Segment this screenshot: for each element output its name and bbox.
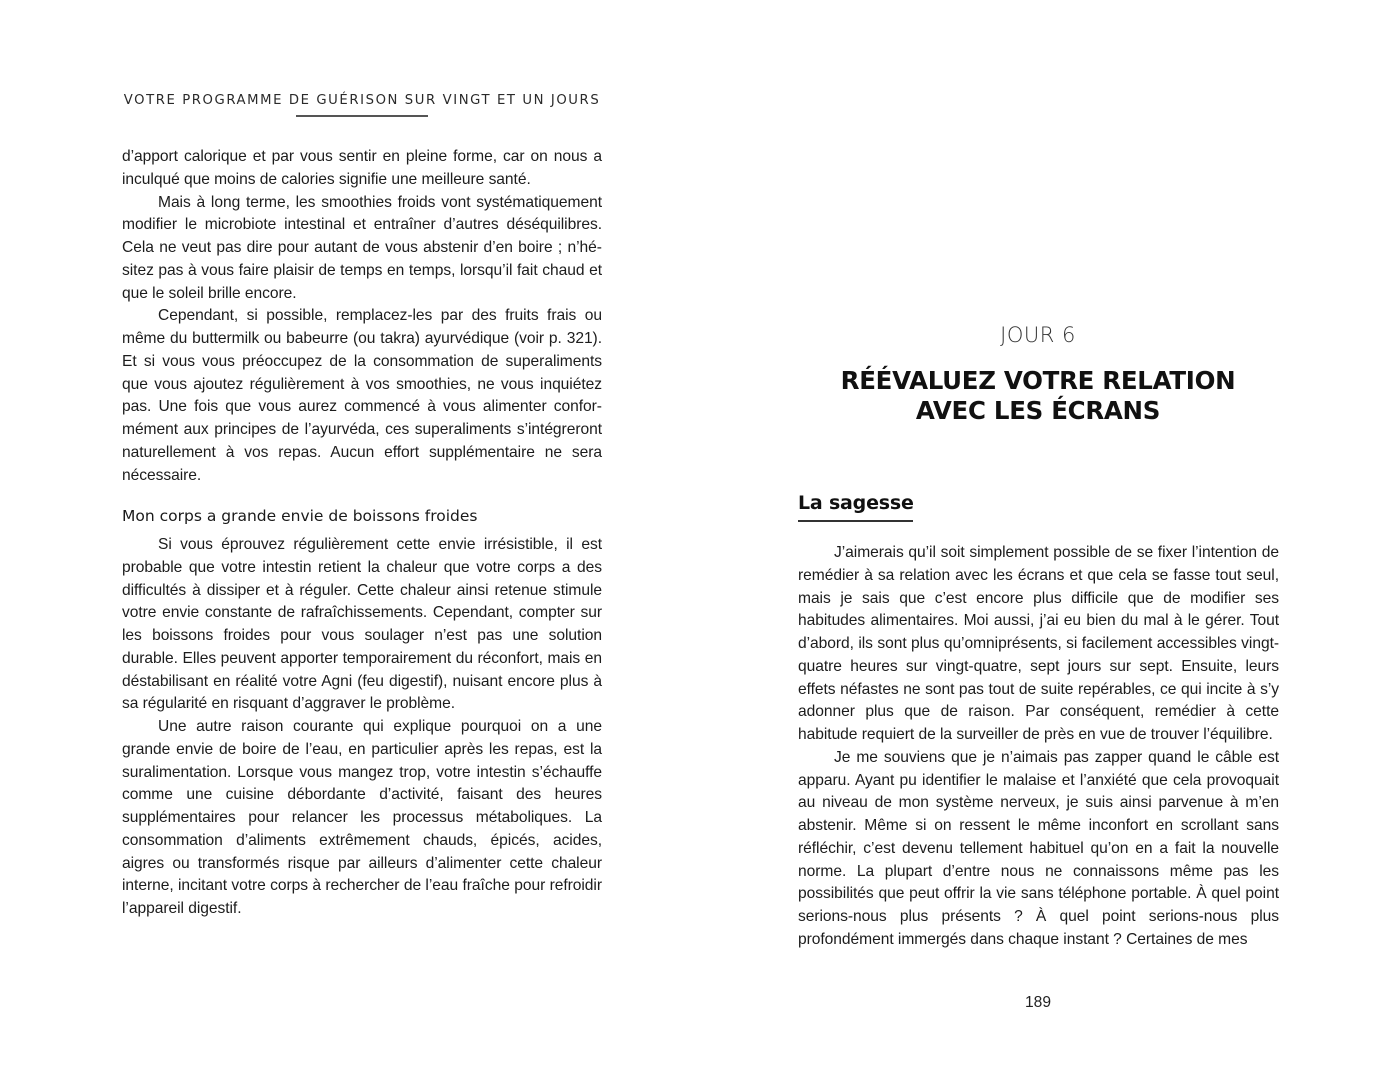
header-rule [296,115,428,117]
section-heading: La sagesse [798,492,914,514]
left-body-text-2 [122,534,602,921]
running-header: VOTRE PROGRAMME DE GUÉRISON SUR VINGT ET UN JOURS [123,93,601,108]
paragraph: Une autre raison courante qui explique pourquoi on a une grande envie de boire de l’eau, en particulier après les repas, est la suralimentation. Lorsque vous mangez trop, votre intestin s’échauffe comme une cuisine débordante d’activité, faisant des heures supplémentaires pour relancer les processus métaboliques. La consommation d’aliments extrêmement chauds, épicés, acides, aigres ou transformés risque par ailleurs d’alimenter cette chaleur interne, incitant votre corps à rechercher de l’eau fraîche pour refroidir l’appareil digestif. [122,718,602,917]
chapter-title [798,366,1278,426]
chapter-title-line-1: RÉÉVALUEZ VOTRE RELATION [840,366,1236,395]
chapter-title-line-2: AVEC LES ÉCRANS [915,396,1161,425]
paragraph: Cependant, si possible, remplacez-les par des fruits frais ou même du buttermilk ou babeurre (ou takra) ayurvédique (voir p. 321). Et si vous vous préoccupez de la consommation de superaliments que vous ajoutez régulièrement à vos smoothies, ne vous inquiétez pas. Une fois que vous aurez commencé à vous alimenter conformément aux principes de l’ayurvéda, ces superaliments s’intégreront naturellement à vos repas. Aucun effort supplémentaire ne sera nécessaire. [122,307,602,484]
subheading: Mon corps a grande envie de boissons froides [122,507,478,525]
paragraph: J’aimerais qu’il soit simplement possible de se fixer l’intention de remédier à sa relation avec les écrans et que cela se fasse tout seul, mais je sais que c’est encore plus difficile que de modifier ses habitudes alimentaires. Moi aussi, j’ai eu bien du mal à le gérer. Tout d’abord, ils sont plus qu’omniprésents, si facilement accessibles vingt-quatre heures sur vingt-quatre, sept jours sur sept. Ensuite, leurs effets néfastes ne sont pas tout de suite repérables, ce qui incite à s’y adonner plus que de raison. Par conséquent, remédier à cette habitude requiert de la surveiller de près en vue de trouver l’équilibre. [798,544,1279,743]
paragraph: Si vous éprouvez régulièrement cette envie irrésistible, il est probable que votre intestin retient la chaleur que votre corps a des difficultés à dissiper et à réguler. Cette chaleur ainsi retenue stimule votre envie constante de rafraîchissements. Cependant, compter sur les boissons froides pour vous soulager n’est pas une solution durable. Elles peuvent apporter temporairement du réconfort, mais en déstabilisant en réalité votre Agni (feu digestif), nuisant encore plus à sa régularité en risquant d’aggraver le problème. [122,536,602,713]
section-rule [798,520,913,522]
right-page [700,0,1400,1075]
paragraph: Mais à long terme, les smoothies froids vont systématiquement modifier le microbiote intestinal et entraîner d’autres déséquilibres. Cela ne veut pas dire pour autant de vous abstenir d’en boire ; n’hésitez pas à vous faire plaisir de temps en temps, lorsqu’il fait chaud et que le soleil brille encore. [122,193,602,302]
right-body-text [798,542,1279,952]
left-body-text-1 [122,146,602,487]
paragraph: d’apport calorique et par vous sentir en pleine forme, car on nous a inculqué que moins de calories signifie une meilleure santé. [122,148,602,188]
day-label: JOUR 6 [1000,323,1076,347]
page-number: 189 [1024,994,1052,1011]
paragraph: Je me souviens que je n’aimais pas zapper quand le câble est apparu. Ayant pu identifier le malaise et l’anxiété que cela provoquait au niveau de mon système nerveux, je suis ainsi parvenue à m’en abstenir. Même si on ressent le même inconfort en scrollant sans réfléchir, c’est devenu tellement habituel qu’on en a fait la nouvelle norme. La plupart d’entre nous ne connaissons même pas les possibilités que peut offrir la vie sans téléphone portable. À quel point serions-nous plus présents ? À quel point serions-nous plus profondément immergés dans chaque instant ? Certaines de mes [798,748,1279,948]
